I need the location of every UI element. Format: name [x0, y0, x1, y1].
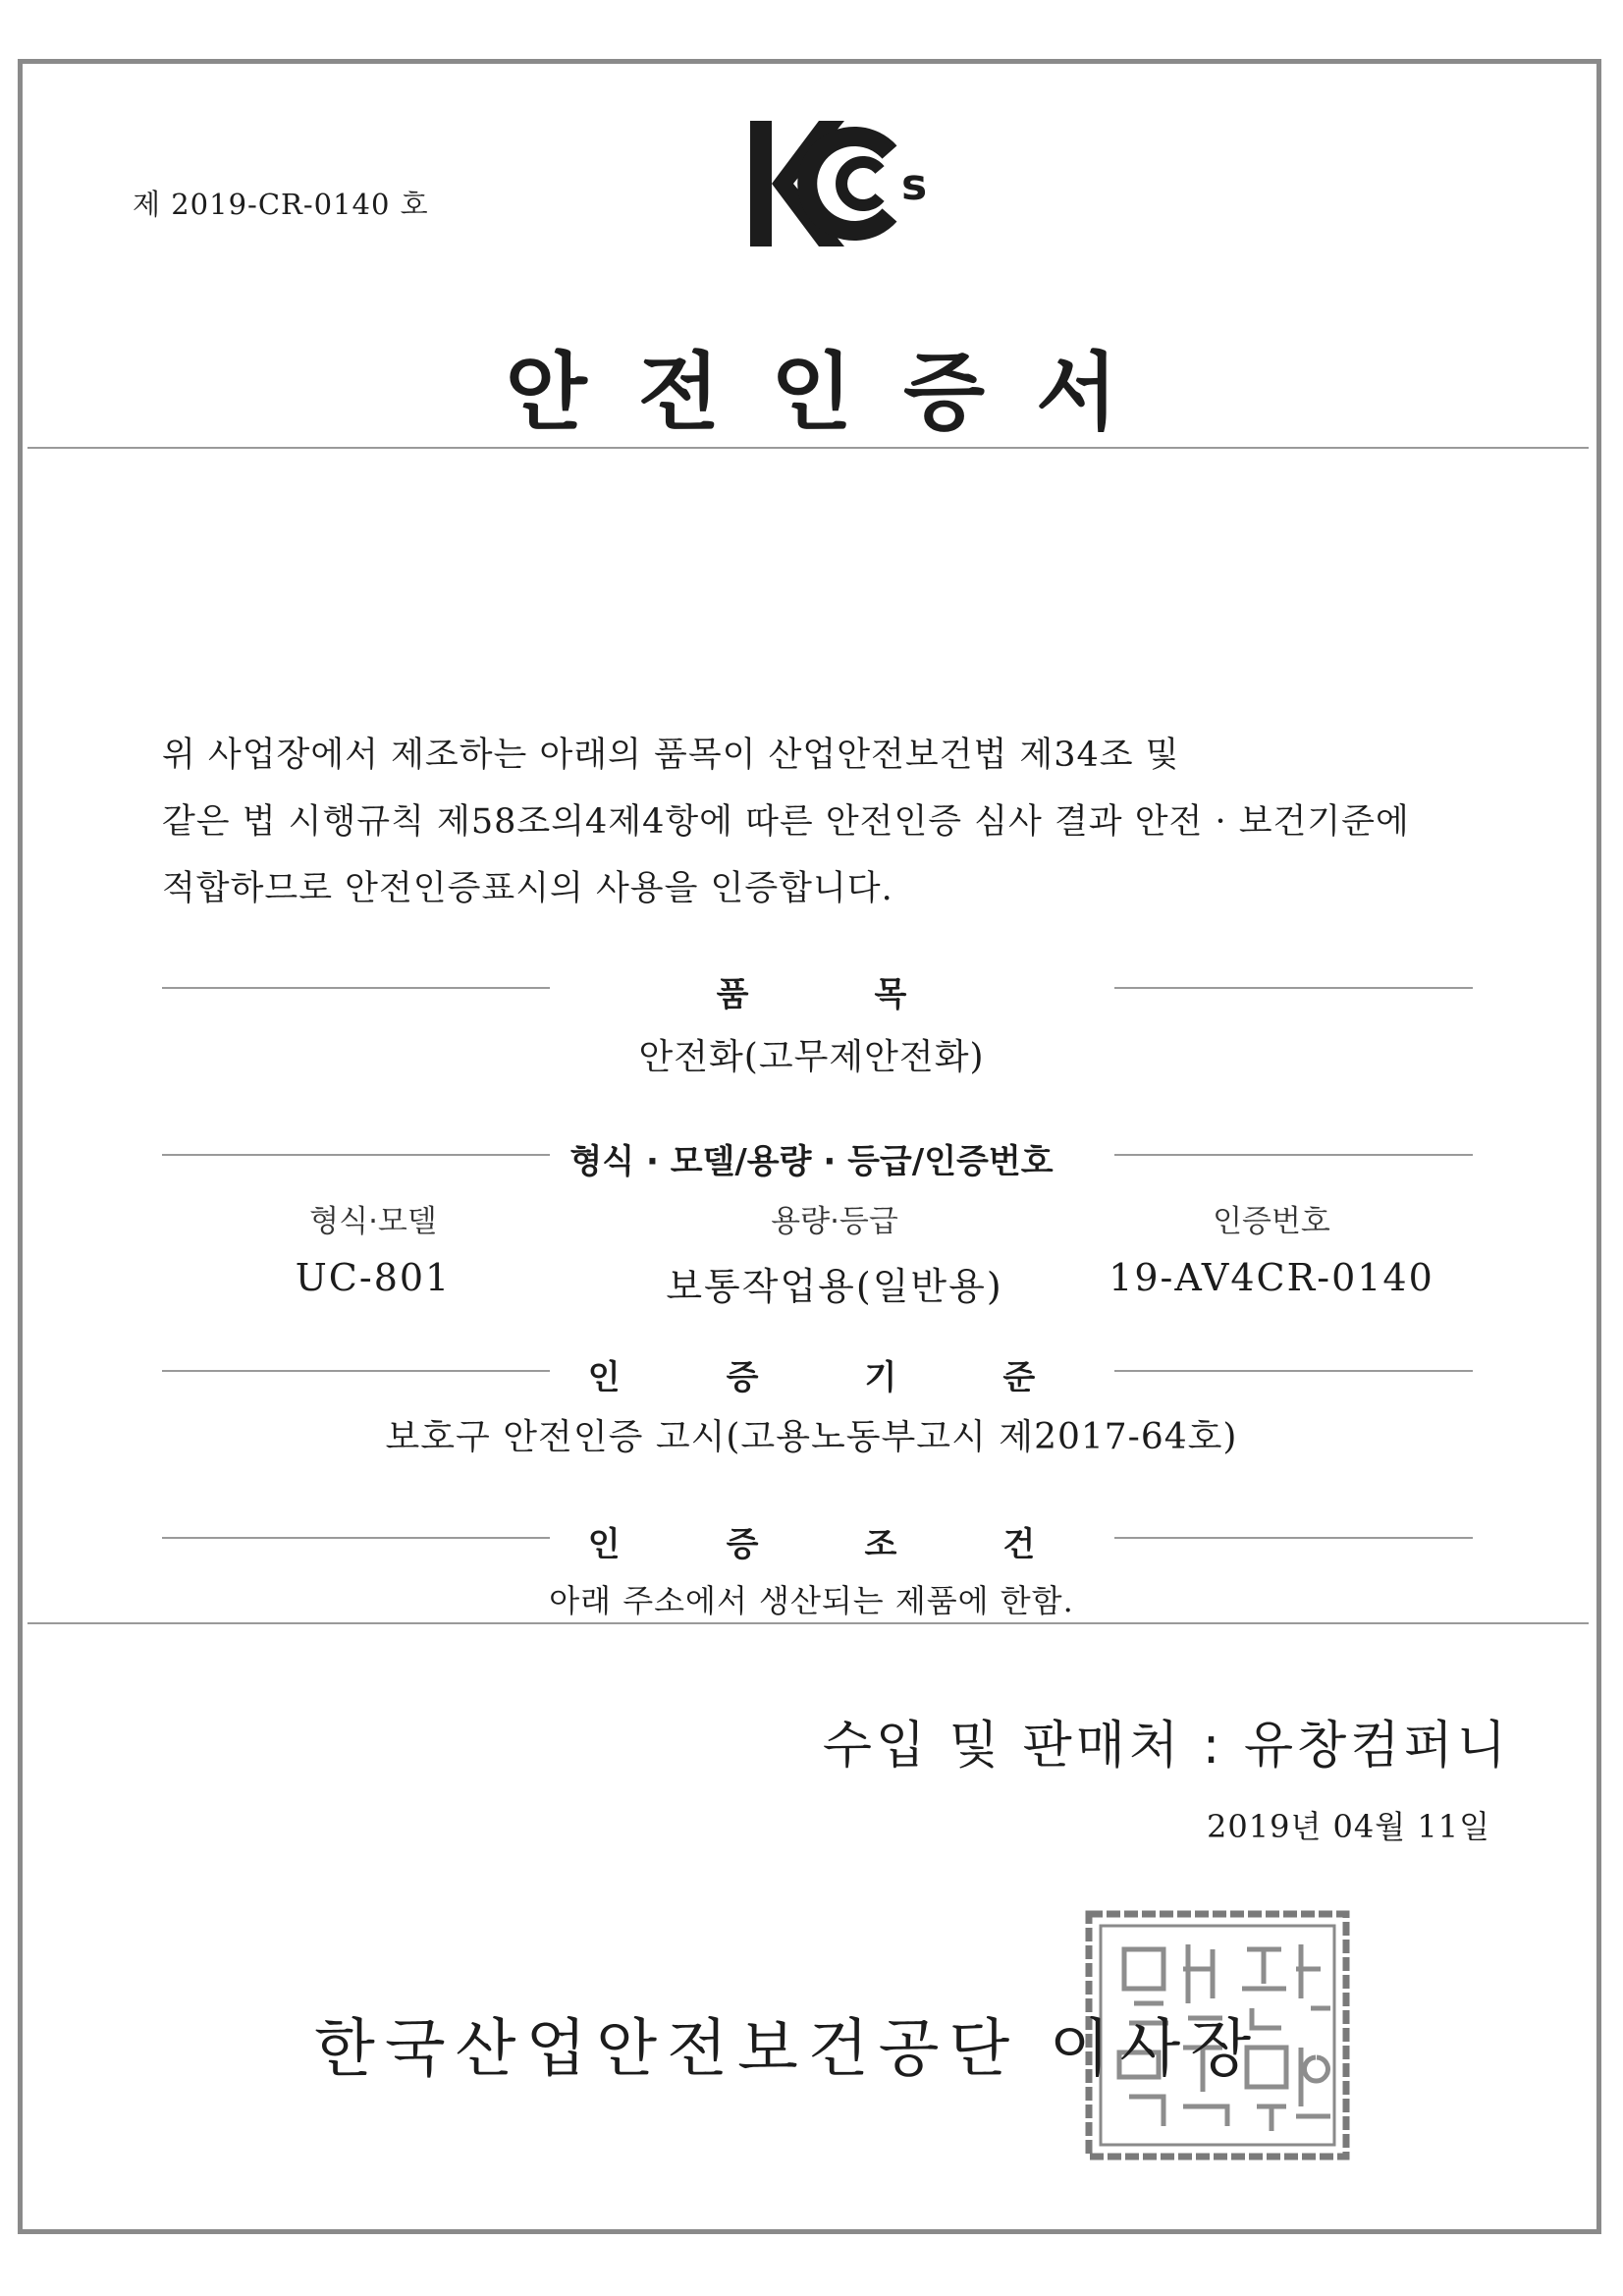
model-column — [167, 1196, 579, 1299]
certification-paragraph — [162, 722, 1483, 922]
cert-number-value: 19-AV4CR-0140 — [1109, 1256, 1434, 1299]
divider-top — [27, 447, 1589, 449]
paragraph-line: 위 사업장에서 제조하는 아래의 품목이 산업안전보건법 제34조 및 — [162, 736, 1180, 775]
issue-date: 2019년 04월 11일 — [1207, 1808, 1490, 1845]
standard-value: 보호구 안전인증 고시(고용노동부고시 제2017-64호) — [385, 1417, 1238, 1457]
standard-heading: 인증기준 — [587, 1358, 1142, 1397]
grade-column — [628, 1196, 1041, 1310]
grade-label: 용량·등급 — [771, 1204, 898, 1239]
paragraph-line: 적합하므로 안전인증표시의 사용을 인증합니다. — [162, 869, 893, 908]
item-heading: 품목 — [716, 975, 1033, 1014]
importer-text: 수입 및 판매처 : 유창컴퍼니 — [822, 1717, 1510, 1776]
cert-number-column — [1065, 1196, 1478, 1299]
item-value: 안전화(고무제안전화) — [638, 1037, 985, 1077]
grade-value: 보통작업용(일반용) — [666, 1265, 1003, 1308]
divider-bottom — [27, 1622, 1589, 1624]
condition-value: 아래 주소에서 생산되는 제품에 한함. — [549, 1582, 1074, 1619]
issuer-name: 한국산업안전보건공단 이사장 — [314, 2013, 1262, 2086]
condition-heading: 인증조건 — [587, 1525, 1142, 1564]
model-label: 형식·모델 — [309, 1204, 437, 1239]
cert-number-label: 인증번호 — [1213, 1204, 1330, 1239]
model-value: UC-801 — [295, 1256, 452, 1299]
kcs-logo — [742, 113, 929, 264]
document-number: 제 2019-CR-0140 호 — [133, 188, 429, 221]
page-title: 안전인증서 — [505, 344, 1169, 442]
model-section-heading: 형식 · 모델/용량 · 등급/인증번호 — [569, 1142, 1054, 1181]
svg-text:s: s — [901, 160, 928, 210]
paragraph-line: 같은 법 시행규칙 제58조의4제4항에 따른 안전인증 심사 결과 안전 · 보건기준에 — [162, 802, 1410, 842]
